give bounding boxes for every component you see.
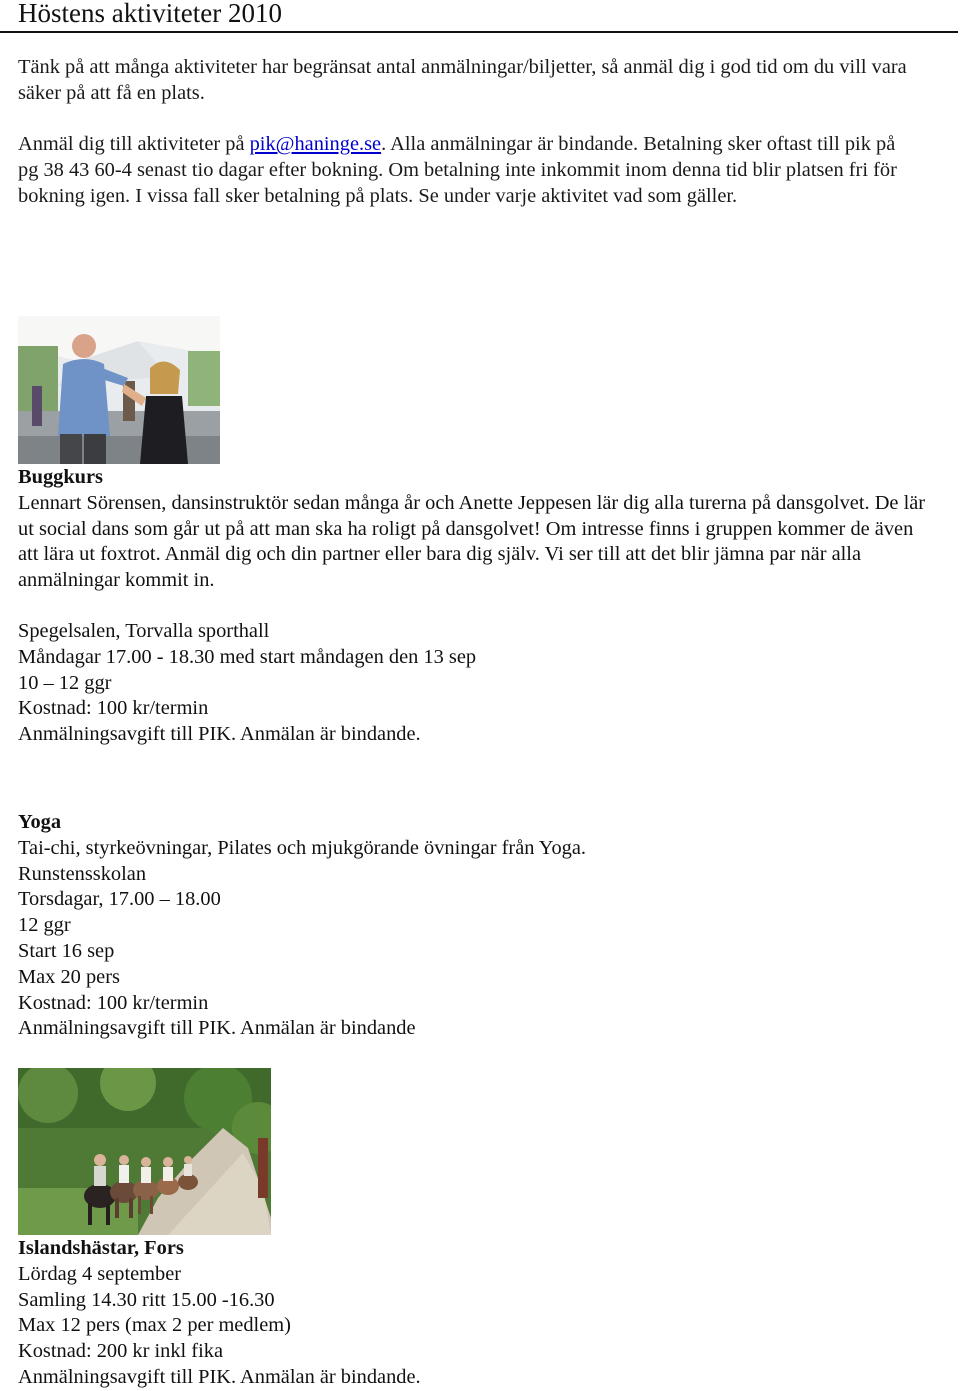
buggkurs-section — [18, 465, 938, 594]
intro-paragraph-2 — [18, 132, 918, 209]
intro-section — [18, 55, 918, 107]
horse-riding-photo — [18, 1068, 271, 1235]
yoga-description: Tai-chi, styrkeövningar, Pilates och mjukgörande övningar från Yoga. — [18, 836, 586, 859]
yoga-location: Runstensskolan — [18, 862, 147, 885]
dance-photo — [18, 316, 220, 464]
email-link[interactable]: pik@haninge.se — [249, 133, 382, 155]
yoga-section — [18, 810, 938, 1042]
yoga-fee-note: Anmälningsavgift till PIK. Anmälan är bindande — [18, 1017, 416, 1040]
islandshastar-schedule: Samling 14.30 ritt 15.00 -16.30 — [18, 1288, 275, 1311]
buggkurs-location: Spegelsalen, Torvalla sporthall — [18, 620, 270, 642]
buggkurs-fee-note: Anmälningsavgift till PIK. Anmälan är bindande. — [18, 723, 421, 746]
buggkurs-schedule: Måndagar 17.00 - 18.30 med start måndagen den 13 sep — [18, 645, 477, 668]
buggkurs-heading: Buggkurs — [18, 466, 103, 488]
islandshastar-date: Lördag 4 september — [18, 1262, 182, 1285]
yoga-start: Start 16 sep — [18, 939, 115, 962]
islandshastar-section — [18, 1236, 938, 1391]
yoga-max: Max 20 pers — [18, 965, 120, 988]
yoga-sessions: 12 ggr — [18, 914, 71, 937]
islandshastar-fee-note: Anmälningsavgift till PIK. Anmälan är bindande. — [18, 1365, 421, 1388]
islandshastar-max: Max 12 pers (max 2 per medlem) — [18, 1314, 291, 1337]
yoga-schedule: Torsdagar, 17.00 – 18.00 — [18, 888, 221, 911]
page-title: Höstens aktiviteter 2010 — [18, 0, 282, 28]
intro-text-before-link: Anmäl dig till aktiviteter på — [18, 133, 250, 155]
page-header — [0, 0, 958, 33]
buggkurs-sessions: 10 – 12 ggr — [18, 671, 112, 694]
islandshastar-heading: Islandshästar, Fors — [18, 1237, 184, 1259]
intro-section-2 — [18, 132, 918, 209]
buggkurs-description: Lennart Sörensen, dansinstruktör sedan många år och Anette Jeppesen lär dig alla turerna på dansgolvet. De lär ut social dans som går ut på att man ska ha roligt på dansgolvet! Om intresse finns i gruppen kommer de även att lära ut foxtrot. Anmäl dig och din partner eller bara dig själv. Vi ser till att det blir jämna par när alla anmälningar kommit in. — [18, 491, 926, 592]
intro-paragraph-1: Tänk på att många aktiviteter har begränsat antal anmälningar/biljetter, så anmäl dig i god tid om du vill vara säker på att få en plats. — [18, 56, 907, 104]
yoga-cost: Kostnad: 100 kr/termin — [18, 991, 209, 1014]
buggkurs-cost: Kostnad: 100 kr/termin — [18, 697, 209, 720]
islandshastar-cost: Kostnad: 200 kr inkl fika — [18, 1340, 224, 1363]
intro-text-after-link: . Alla anmälningar är bindande. Betalning sker oftast till pik på pg 38 43 60-4 senast tio dagar efter bokning. Om betalning inte inkommit inom denna tid blir platsen fri för bokning igen. I vissa fall sker betalning på plats. Se under varje aktivitet vad som gäller. — [18, 133, 897, 207]
buggkurs-details — [18, 619, 938, 748]
yoga-heading: Yoga — [18, 811, 62, 833]
